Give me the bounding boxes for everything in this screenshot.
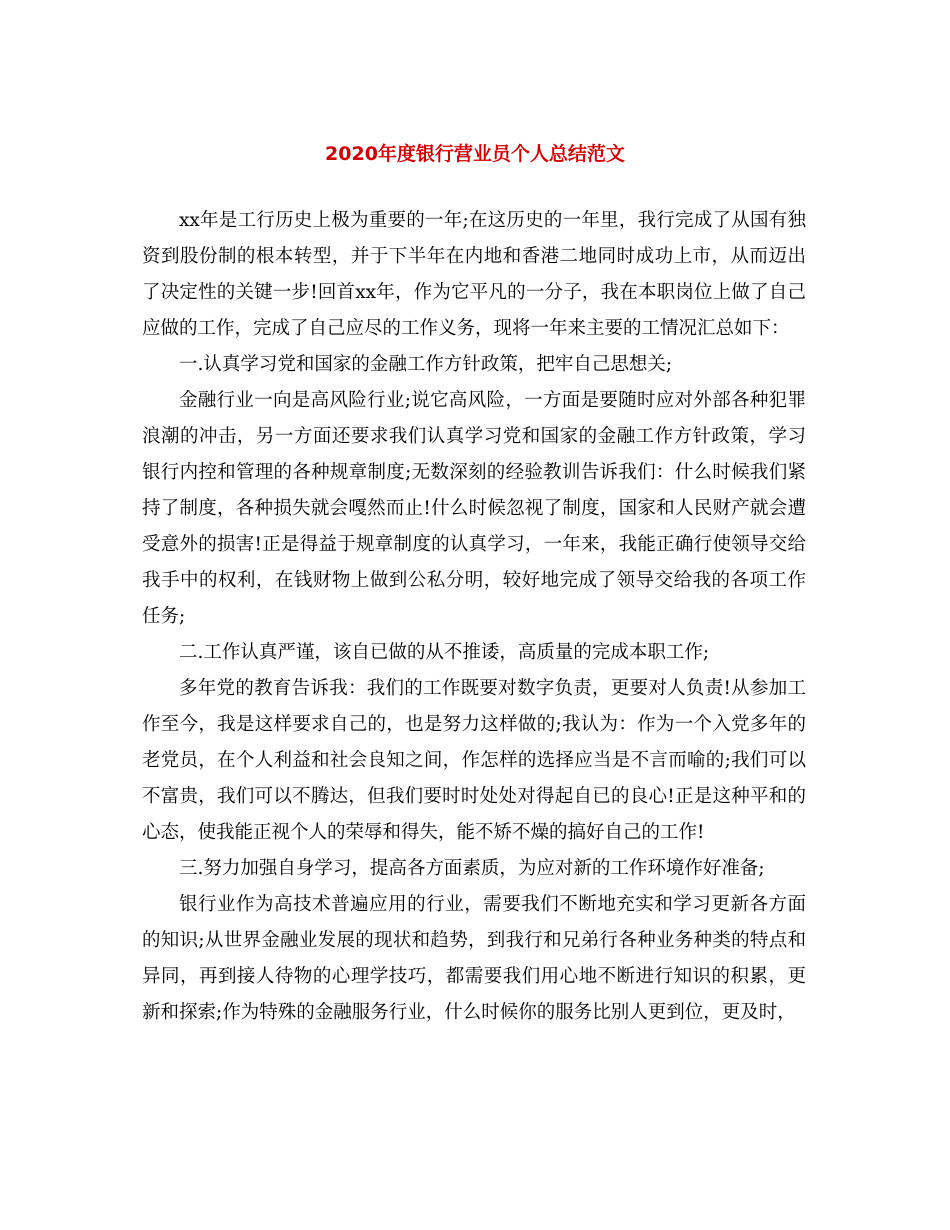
section-heading-2: 二.工作认真严谨，该自已做的从不推诿，高质量的完成本职工作; <box>179 642 710 663</box>
document-body <box>142 203 806 1031</box>
paragraph-intro: xx年是工行历史上极为重要的一年;在这历史的一年里，我行完成了从国有独资到股份制的根本转型，并于下半年在内地和香港二地同时成功上市，从而迈出了决定性的关键一步!回首xx年，作为它平凡的一分子，我在本职岗位上做了自己应做的工作，完成了自己应尽的工作义务，现将一年来主要的工情况汇总如下： <box>142 210 806 339</box>
paragraph-section-3: 银行业作为高技术普遍应用的行业，需要我们不断地充实和学习更新各方面的知识;从世界金融业发展的现状和趋势，到我行和兄弟行各种业务种类的特点和异同，再到接人待物的心理学技巧，都需要我们用心地不断进行知识的积累，更新和探索;作为特殊的金融服务行业，什么时候你的服务比别人更到位，更及时， <box>142 894 806 1023</box>
document-title: 2020年度银行营业员个人总结范文 <box>325 143 625 165</box>
paragraph-section-1: 金融行业一向是高风险行业;说它高风险，一方面是要随时应对外部各种犯罪浪潮的冲击，另一方面还要求我们认真学习党和国家的金融工作方针政策，学习银行内控和管理的各种规章制度;无数深刻的经验教训告诉我们：什么时候我们紧持了制度，各种损失就会嘎然而止!什么时候忽视了制度，国家和人民财产就会遭受意外的损害!正是得益于规章制度的认真学习，一年来，我能正确行使领导交给我手中的权利，在钱财物上做到公私分明，较好地完成了领导交给我的各项工作任务; <box>142 390 806 627</box>
section-heading-1: 一.认真学习党和国家的金融工作方针政策，把牢自己思想关; <box>179 354 673 375</box>
paragraph-section-2: 多年党的教育告诉我：我们的工作既要对数字负责，更要对人负责!从参加工作至今，我是这样要求自己的，也是努力这样做的;我认为：作为一个入党多年的老党员，在个人利益和社会良知之间，作怎样的选择应当是不言而喻的;我们可以不富贵，我们可以不腾达，但我们要时时处处对得起自已的良心!正是这种平和的心态，使我能正视个人的荣辱和得失，能不矫不燥的搞好自己的工作! <box>142 678 806 843</box>
section-heading-3: 三.努力加强自身学习，提高各方面素质，为应对新的工作环境作好准备; <box>179 858 765 879</box>
